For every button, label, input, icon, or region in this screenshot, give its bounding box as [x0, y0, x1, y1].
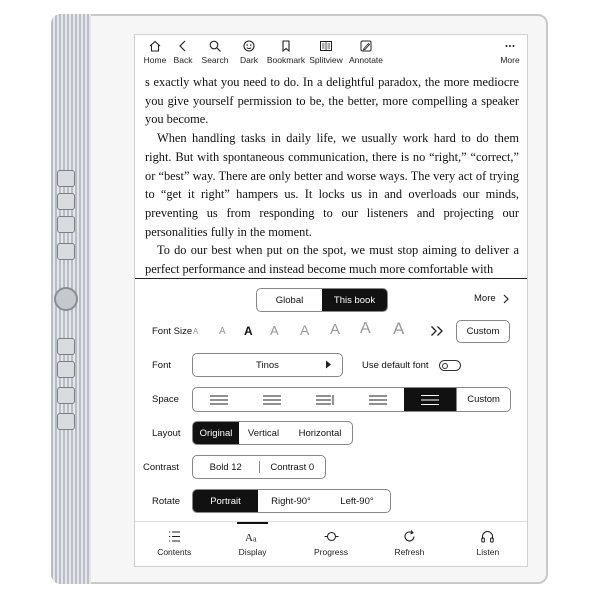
layout-options	[192, 421, 353, 445]
side-button	[57, 170, 75, 187]
layout-horizontal-option[interactable]: Horizontal	[298, 427, 342, 439]
toolbar-more[interactable]	[493, 35, 527, 71]
refresh-icon	[402, 529, 417, 544]
font-label: Font	[152, 360, 172, 371]
toolbar-label: Splitview	[309, 55, 343, 65]
book-paragraph: When handling tasks in daily life, we usually work hard to do them right. But with spontaneous communication, there is no “right,” “correct,” or “best” way. There are only better and worse ways. The very act of trying to “get it right” hampers us. It locks us in and overloads our minds, preventing us from responding to our listeners and projecting our personalities fully in the moment.	[145, 131, 519, 239]
toolbar-back[interactable]	[175, 35, 191, 71]
spacing-option-5[interactable]	[404, 388, 456, 411]
headphones-icon	[480, 529, 495, 544]
font-select[interactable]	[192, 353, 343, 377]
use-default-font-label: Use default font	[362, 360, 429, 371]
font-size-option[interactable]: A	[193, 327, 199, 336]
bold-setting[interactable]: Bold 12	[209, 461, 242, 473]
toolbar-dark[interactable]	[237, 35, 261, 71]
side-button	[57, 216, 75, 233]
contents-icon	[167, 529, 182, 544]
font-size-option[interactable]: A	[330, 321, 341, 338]
panel-more-link[interactable]	[474, 293, 510, 304]
toolbar-home[interactable]	[135, 35, 175, 71]
nav-display[interactable]	[213, 522, 291, 567]
annotate-icon	[359, 39, 373, 53]
side-button	[57, 193, 75, 210]
book-text	[145, 73, 519, 277]
line-spacing-icon	[262, 394, 282, 406]
nav-label: Refresh	[394, 547, 425, 557]
toolbar-label: Back	[173, 55, 193, 65]
line-spacing-icon	[315, 394, 335, 406]
toolbar-bookmark[interactable]	[266, 35, 306, 71]
chevron-right-icon	[502, 294, 510, 304]
side-button	[57, 361, 75, 378]
spacing-option-1[interactable]	[193, 388, 246, 411]
toolbar-label: Home	[143, 55, 167, 65]
side-button	[57, 413, 75, 430]
book-paragraph: s exactly what you need to do. In a delightful paradox, the more mediocre you give yourself permission to be, the better, more compelling a speaker you become.	[145, 75, 519, 127]
rotate-left-option[interactable]: Left-90°	[340, 495, 374, 507]
layout-vertical-option[interactable]: Vertical	[247, 427, 280, 439]
toolbar-spacer	[386, 35, 493, 71]
layout-original-option[interactable]: Original	[193, 422, 239, 444]
line-spacing-icon	[420, 394, 440, 406]
more-dots-icon	[503, 39, 517, 53]
svg-text:A: A	[245, 532, 254, 544]
back-icon	[176, 39, 190, 53]
nav-label: Listen	[476, 547, 500, 557]
contrast-setting[interactable]: Contrast 0	[259, 461, 326, 473]
toolbar-annotate[interactable]	[346, 35, 386, 71]
bookmark-icon	[279, 39, 293, 53]
nav-refresh[interactable]	[370, 522, 448, 567]
rotate-label: Rotate	[152, 496, 180, 507]
font-select-value: Tinos	[256, 359, 279, 371]
caret-right-icon	[325, 360, 332, 369]
nav-label: Display	[238, 547, 267, 557]
spacing-options	[192, 387, 511, 412]
space-label: Space	[152, 394, 179, 405]
reader-toolbar	[135, 35, 527, 71]
search-icon	[208, 39, 222, 53]
spacing-option-4[interactable]	[351, 388, 404, 411]
scope-toggle	[256, 288, 388, 312]
rotate-portrait-option[interactable]: Portrait	[193, 490, 258, 512]
svg-text:a: a	[253, 534, 257, 544]
font-size-option[interactable]: A	[300, 322, 310, 338]
bottom-nav	[135, 521, 527, 567]
toolbar-label: Bookmark	[266, 55, 306, 65]
toolbar-more-label: More	[500, 55, 520, 65]
use-default-font-toggle[interactable]	[439, 360, 461, 371]
side-button	[57, 243, 75, 260]
nav-listen[interactable]	[449, 522, 527, 567]
more-sizes-icon[interactable]	[430, 325, 444, 337]
side-button	[57, 338, 75, 355]
panel-more-label: More	[474, 293, 496, 304]
font-size-option-selected[interactable]: A	[244, 324, 253, 338]
spacing-custom-button[interactable]: Custom	[456, 388, 510, 411]
display-settings-panel	[135, 278, 527, 521]
nav-label: Progress	[314, 547, 349, 557]
side-button	[57, 387, 75, 404]
spacing-option-2[interactable]	[246, 388, 299, 411]
nav-label: Contents	[157, 547, 192, 557]
font-size-custom-button[interactable]: Custom	[456, 320, 510, 343]
layout-label: Layout	[152, 428, 181, 439]
scope-global-tab[interactable]: Global	[275, 294, 304, 306]
font-size-option[interactable]: A	[360, 320, 371, 337]
dark-mode-icon	[242, 39, 256, 53]
font-size-option[interactable]: A	[219, 326, 226, 337]
nav-progress[interactable]	[292, 522, 370, 567]
nav-contents[interactable]	[135, 522, 213, 567]
font-size-option[interactable]: A	[270, 323, 279, 338]
toolbar-label: Search	[201, 55, 229, 65]
contrast-label: Contrast	[143, 462, 179, 473]
contrast-options	[192, 455, 326, 479]
toolbar-label: Dark	[240, 55, 258, 65]
rotate-options	[192, 489, 391, 513]
book-paragraph: To do our best when put on the spot, we must stop aiming to deliver a perfect performance and instead become much more comfortable with	[145, 243, 519, 277]
toolbar-label: Annotate	[348, 55, 384, 65]
progress-icon	[324, 529, 339, 544]
font-size-label: Font Size	[152, 326, 193, 337]
display-icon	[245, 529, 260, 544]
line-spacing-icon	[209, 394, 229, 406]
scope-this-book-tab[interactable]: This book	[322, 289, 387, 311]
home-icon	[148, 39, 162, 53]
line-spacing-icon	[368, 394, 388, 406]
rotate-right-option[interactable]: Right-90°	[271, 495, 311, 507]
side-knob	[54, 287, 78, 311]
screen	[134, 34, 528, 567]
spacing-option-3[interactable]	[299, 388, 352, 411]
font-size-option[interactable]: A	[393, 319, 405, 338]
toolbar-splitview[interactable]	[308, 35, 344, 71]
splitview-icon	[319, 39, 333, 53]
toolbar-search[interactable]	[197, 35, 233, 71]
